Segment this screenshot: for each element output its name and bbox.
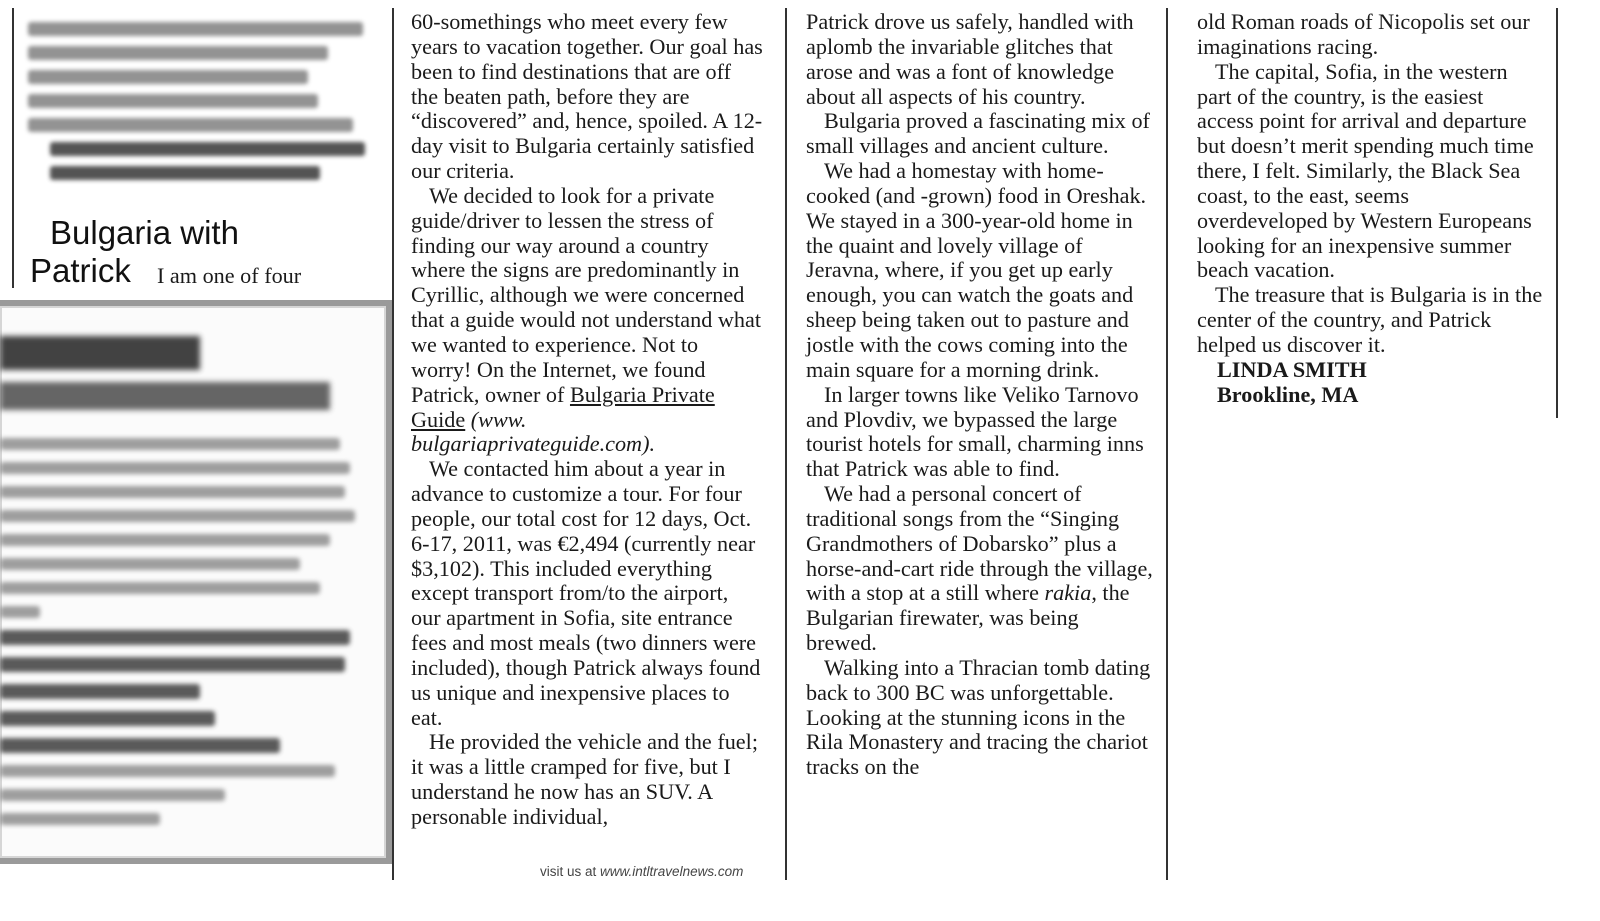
headline-line-1: Bulgaria with	[50, 214, 239, 251]
article-column-3	[1197, 10, 1543, 408]
column-rule-1	[392, 8, 394, 880]
paragraph: The treasure that is Bulgaria is in the center of the country, and Patrick helped us discover it.	[1197, 282, 1543, 357]
guide-url: (www. bulgariaprivateguide.com).	[411, 406, 656, 457]
column-rule-right	[1556, 8, 1558, 418]
signature-name: LINDA SMITH	[1217, 356, 1367, 382]
paragraph: Walking into a Thracian tomb dating back to 300 BC was unforgettable. Looking at the stunning icons in the Rila Monastery and tracing the chariot tracks on the	[806, 654, 1151, 780]
column-rule-3	[1166, 8, 1168, 880]
paragraph: He provided the vehicle and the fuel; it was a little cramped for five, but I understand he now has an SUV. A personable individual,	[411, 729, 758, 829]
page-footer	[540, 864, 743, 879]
paragraph: In larger towns like Veliko Tarnovo and Plovdiv, we bypassed the large tourist hotels for small, charming inns that Patrick was able to find.	[806, 381, 1144, 482]
signature-place: Brookline, MA	[1217, 381, 1359, 407]
paragraph: old Roman roads of Nicopolis set our imaginations racing.	[1197, 9, 1530, 59]
footer-url[interactable]: www.intltravelnews.com	[600, 864, 744, 879]
blurred-advertisement	[0, 300, 392, 864]
column-rule-left	[12, 8, 14, 288]
paragraph: The capital, Sofia, in the western part of the country, is the easiest access point for arrival and departure but doesn’t merit spending much time there, I felt. Similarly, the Black Sea coast, to the east, seems overdeveloped by Western Europeans looking for an inexpensive summer beach vacation.	[1197, 58, 1534, 283]
ad-subtitle-blur	[0, 382, 330, 410]
article-column-1	[411, 10, 763, 830]
paragraph: We decided to look for a private guide/driver to lessen the stress of finding our way around a country where the signs are predominantly in Cyrillic, although we were concerned that a guide would not understand what we wanted to experience. Not to worry! On the Internet, we found Patrick, owner of Bulgaria Private Guide (www. bulgariaprivateguide.com).	[411, 182, 761, 457]
paragraph: We had a personal concert of traditional songs from the “Singing Grandmothers of Dobarsko” plus a horse-and-cart ride through the village, with a stop at a still where rakia, the Bulgarian firewater, was being brewed.	[806, 481, 1153, 656]
blurred-previous-letter	[28, 12, 368, 190]
paragraph: Patrick drove us safely, handled with aplomb the invariable glitches that arose and was a font of knowledge about all aspects of his country.	[806, 9, 1134, 109]
lead-text: I am one of four	[157, 263, 302, 288]
rakia-word: rakia	[1044, 580, 1092, 606]
ad-title-blur	[0, 336, 200, 370]
paragraph: We had a homestay with home-cooked (and -grown) food in Oreshak. We stayed in a 300-year-old home in the quaint and lovely village of Jeravna, where, if you get up early enough, you can watch the goats and sheep being taken out to pasture and jostle with the cows coming into the main square for a morning drink.	[806, 158, 1147, 382]
article-column-2	[806, 10, 1154, 780]
ad-body-blur	[0, 426, 360, 837]
paragraph: We contacted him about a year in advance to customize a tour. For four people, our total cost for 12 days, Oct. 6-17, 2011, was €2,494 (currently near $3,102). This included everything except transport from/to the airport, our apartment in Sofia, site entrance fees and most meals (two dinners were included), though Patrick always found us unique and inexpensive places to eat.	[411, 456, 761, 730]
guide-link[interactable]: Bulgaria Private Guide	[411, 381, 715, 432]
column-rule-2	[785, 8, 787, 880]
headline-line-2: Patrick	[30, 252, 131, 289]
footer-prefix: visit us at	[540, 864, 597, 879]
paragraph: 60-somethings who meet every few years to vacation together. Our goal has been to find destinations that are off the beaten path, before they are “discovered” and, hence, spoiled. A 12-day visit to Bulgaria certainly satisfied our criteria.	[411, 9, 763, 184]
paragraph: Bulgaria proved a fascinating mix of small villages and ancient culture.	[806, 108, 1150, 159]
